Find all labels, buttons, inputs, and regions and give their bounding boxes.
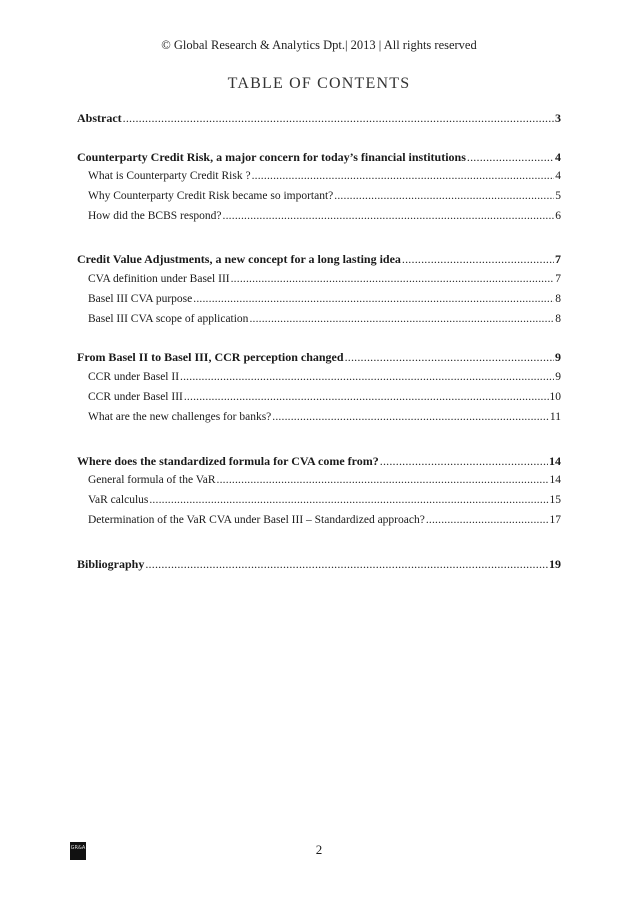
toc-entry-label: Why Counterparty Credit Risk became so important?: [88, 190, 334, 202]
toc-entry-label: Abstract: [77, 111, 122, 125]
dot-leader: [252, 169, 555, 183]
dot-leader: [193, 292, 554, 306]
dot-leader: [345, 350, 554, 364]
toc-entry-label: General formula of the VaR: [88, 474, 216, 486]
toc-entry-what-is-ccr[interactable]: [88, 169, 561, 183]
dot-leader: [272, 410, 549, 424]
toc-entry-page: 10: [549, 391, 561, 403]
toc-entry-ccr-basel-iii[interactable]: [88, 390, 561, 404]
toc-entry-page: 5: [555, 190, 561, 202]
toc-entry-new-challenges[interactable]: [88, 410, 561, 424]
page-number: 2: [315, 842, 323, 857]
dot-leader: [145, 557, 548, 571]
toc-entry-page: 17: [549, 514, 561, 526]
toc-entry-label: Bibliography: [77, 557, 145, 571]
toc-entry-page: 9: [555, 371, 561, 383]
dot-leader: [402, 252, 554, 266]
dot-leader: [467, 150, 554, 164]
gra-logo: GR&A: [70, 842, 86, 860]
toc-entry-label: Where does the standardized formula for CVA come from?: [77, 454, 379, 468]
toc-entry-label: What is Counterparty Credit Risk ?: [88, 170, 251, 182]
toc-entry-page: 4: [555, 170, 561, 182]
toc-entry-label: How did the BCBS respond?: [88, 210, 222, 222]
toc-entry-abstract[interactable]: [77, 111, 561, 125]
dot-leader: [123, 111, 554, 125]
toc-entry-page: 7: [555, 252, 561, 266]
toc-entry-label: Counterparty Credit Risk, a major concern for today’s financial institutions: [77, 150, 466, 164]
dot-leader: [184, 390, 549, 404]
toc-entry-var-cva-determination[interactable]: [88, 513, 561, 527]
toc-entry-page: 19: [549, 557, 561, 571]
dot-leader: [380, 454, 548, 468]
toc-entry-credit-value-adjustments[interactable]: [77, 252, 561, 266]
dot-leader: [334, 189, 554, 203]
toc-entry-bibliography[interactable]: [77, 557, 561, 571]
dot-leader: [223, 209, 555, 223]
dot-leader: [180, 370, 554, 384]
toc-entry-why-ccr-important[interactable]: [88, 189, 561, 203]
toc-entry-page: 8: [555, 293, 561, 305]
dot-leader: [149, 493, 548, 507]
toc-entry-cva-scope[interactable]: [88, 312, 561, 326]
toc-entry-page: 3: [555, 111, 561, 125]
toc-entry-label: CCR under Basel II: [88, 371, 180, 383]
toc-entry-page: 7: [555, 273, 561, 285]
toc-entry-page: 14: [549, 474, 561, 486]
toc-entry-basel-ii-to-iii[interactable]: [77, 350, 561, 364]
dot-leader: [249, 312, 554, 326]
toc-entry-counterparty-credit-risk[interactable]: [77, 150, 561, 164]
dot-leader: [231, 272, 555, 286]
toc-entry-page: 15: [549, 494, 561, 506]
toc-entry-page: 6: [555, 210, 561, 222]
toc-entry-page: 4: [555, 150, 561, 164]
toc-entry-cva-purpose[interactable]: [88, 292, 561, 306]
toc-entry-page: 11: [549, 411, 561, 423]
toc-entry-label: Determination of the VaR CVA under Basel III – Standardized approach?: [88, 514, 425, 526]
copyright-header: © Global Research & Analytics Dpt.| 2013 | All rights reserved: [161, 38, 477, 52]
toc-entry-standardized-formula[interactable]: [77, 454, 561, 468]
toc-entry-label: Basel III CVA scope of application: [88, 313, 249, 325]
toc-entry-cva-definition[interactable]: [88, 272, 561, 286]
toc-entry-var-formula[interactable]: [88, 473, 561, 487]
toc-entry-label: VaR calculus: [88, 494, 149, 506]
toc-title: TABLE OF CONTENTS: [227, 75, 411, 92]
toc-entry-label: CVA definition under Basel III: [88, 273, 230, 285]
toc-entry-page: 9: [555, 350, 561, 364]
toc-entry-bcbs-respond[interactable]: [88, 209, 561, 223]
toc-entry-label: What are the new challenges for banks?: [88, 411, 272, 423]
toc-entry-page: 8: [555, 313, 561, 325]
toc-entry-label: From Basel II to Basel III, CCR perception changed: [77, 350, 344, 364]
dot-leader: [217, 473, 549, 487]
toc-entry-label: Basel III CVA purpose: [88, 293, 193, 305]
dot-leader: [426, 513, 549, 527]
toc-entry-page: 14: [549, 454, 561, 468]
toc-entry-ccr-basel-ii[interactable]: [88, 370, 561, 384]
toc-entry-label: CCR under Basel III: [88, 391, 183, 403]
toc-entry-label: Credit Value Adjustments, a new concept for a long lasting idea: [77, 252, 401, 266]
toc-entry-var-calculus[interactable]: [88, 493, 561, 507]
